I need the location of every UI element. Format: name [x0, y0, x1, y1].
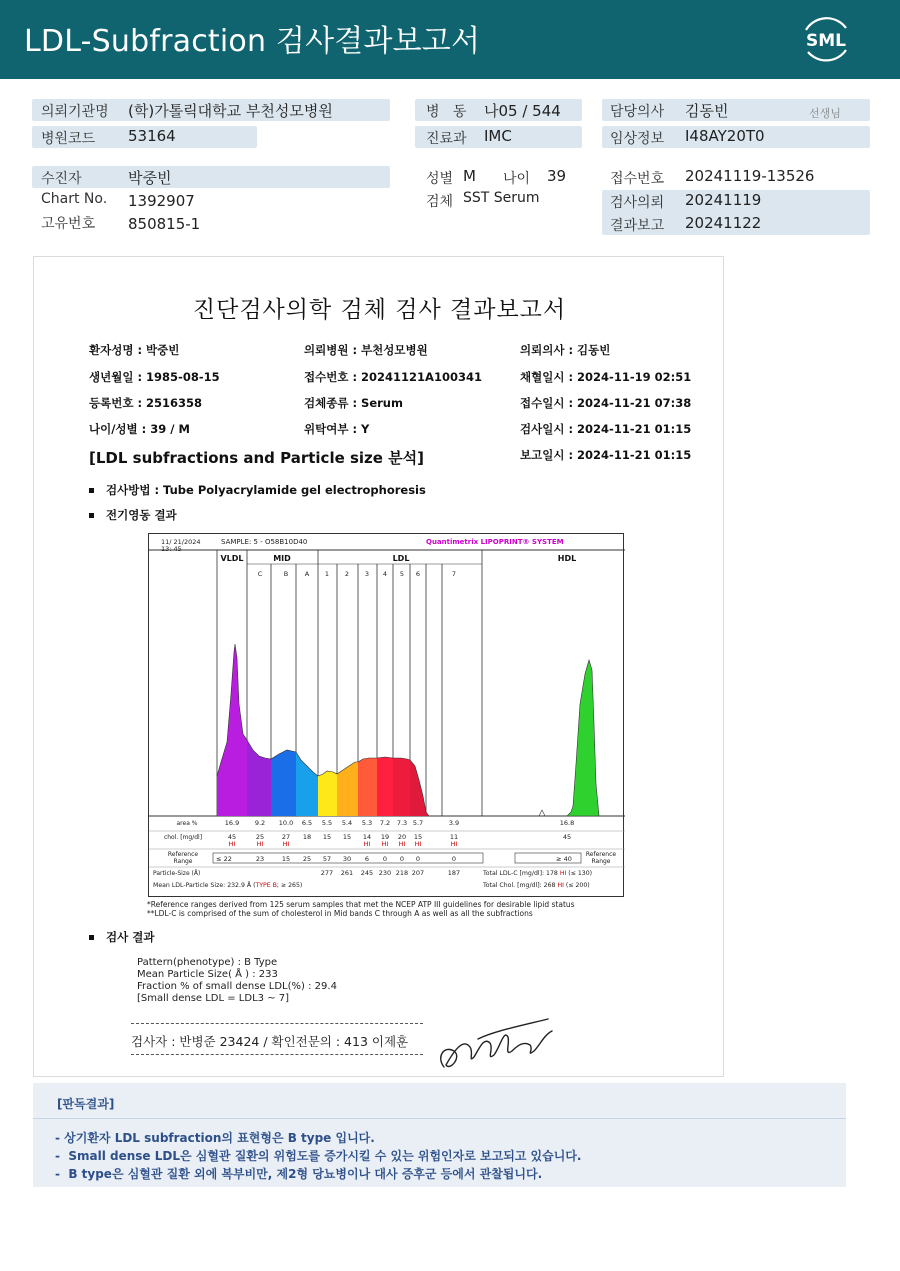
request-value: 20241119 — [685, 191, 762, 209]
report-electro — [89, 507, 177, 523]
ref-value: 57 — [322, 855, 332, 863]
ref-value: 6 — [364, 855, 370, 863]
total-ldl-ref: (≤ 130) — [568, 870, 593, 877]
area-value: 5.3 — [361, 819, 373, 827]
chol-value: 20 — [397, 833, 407, 841]
report-report-time: 보고일시 : 2024-11-21 01:15 — [520, 448, 692, 462]
bullet-icon — [89, 488, 94, 493]
band-fill-6 — [410, 760, 426, 816]
age-value: 39 — [547, 167, 567, 185]
size-value: 261 — [340, 869, 354, 877]
total-ldl — [482, 870, 592, 877]
hospital-code-label: 병원코드 — [41, 131, 96, 147]
area-value: 10.0 — [278, 819, 294, 827]
report-req-doctor: 의뢰의사 : 김동빈 — [520, 343, 611, 357]
doctor-value: 김동빈 — [685, 102, 729, 120]
chart-band-label: 4 — [382, 570, 388, 578]
total-chol-value: Total Chol. [mg/dl]: 268 — [483, 882, 558, 889]
result-fraction: Fraction % of small dense LDL(%) : 29.4 — [137, 981, 337, 992]
patient-value: 박중빈 — [128, 169, 172, 187]
ref-value: 25 — [302, 855, 312, 863]
report-test-time: 검사일시 : 2024-11-21 01:15 — [520, 422, 692, 436]
dept-value: IMC — [484, 127, 512, 145]
chol-value: 27 — [281, 833, 291, 841]
report-title: 진단검사의학 검체 검사 결과보고서 — [192, 297, 567, 323]
chart-band-label: 3 — [364, 570, 370, 578]
receipt-label: 접수번호 — [610, 171, 665, 187]
mean-size-text — [153, 880, 302, 889]
report-method-text: 검사방법 : Tube Polyacrylamide gel electrophoresis — [106, 483, 426, 497]
chart-band-label: 7 — [451, 570, 457, 578]
chart-band-label: C — [257, 570, 263, 578]
specimen-label: 검체 — [426, 194, 454, 210]
receipt-value: 20241119-13526 — [685, 167, 815, 185]
size-value: 207 — [411, 869, 425, 877]
total-ldl-flag: HI — [559, 870, 569, 877]
area-value: 6.5 — [301, 819, 313, 827]
chol-hi-flag: HI — [256, 840, 264, 848]
handwritten-signature-icon — [434, 1017, 554, 1075]
band-fill-HDL — [567, 660, 599, 816]
ref-value: 0 — [415, 855, 421, 863]
institution-value: (학)가톨릭대학교 부천성모병원 — [128, 102, 333, 120]
report-specimen-type: 검체종류 : Serum — [304, 396, 403, 410]
signature-divider-bottom — [131, 1054, 423, 1055]
chart-band-label: 5 — [399, 570, 405, 578]
band-fill-4 — [377, 757, 393, 816]
signature-text: 검사자 : 반병준 23424 / 확인전문의 : 413 이제훈 — [131, 1034, 409, 1049]
sex-label: 성별 — [426, 171, 454, 187]
page-header — [0, 0, 900, 79]
chol-hi-flag: HI — [363, 840, 371, 848]
area-value: 9.2 — [254, 819, 266, 827]
band-fill-B — [271, 750, 296, 816]
mean-size-value: Mean LDL-Particle Size: 232.9 Å ( — [153, 882, 256, 889]
band-fill-3 — [358, 758, 377, 816]
ward-value: 나05 / 544 — [484, 102, 561, 120]
ref-row-label: Reference — [167, 851, 199, 858]
footnote-reference: *Reference ranges derived from 125 serum samples that met the NCEP ATP III guidelines for desirable lipid status — [147, 900, 575, 909]
area-value: 7.3 — [396, 819, 408, 827]
size-value: 230 — [378, 869, 392, 877]
band-fill-C — [247, 740, 271, 816]
chol-value: 11 — [449, 833, 459, 841]
chart-brand: Quantimetrix LIPOPRINT® SYSTEM — [426, 538, 564, 546]
ref-value: 30 — [342, 855, 352, 863]
area-value: 5.7 — [412, 819, 424, 827]
report-patient-name: 환자성명 : 박중빈 — [89, 343, 180, 357]
institution-label: 의뢰기관명 — [41, 104, 109, 120]
unique-no-label: 고유번호 — [41, 216, 96, 232]
size-value: 187 — [447, 869, 461, 877]
footnote-ldl: **LDL-C is comprised of the sum of cholesterol in Mid bands C through A as well as all the subfractions — [147, 909, 533, 918]
band-fill-A — [296, 752, 318, 816]
chol-hi-flag: HI — [398, 840, 406, 848]
result-small-dense: [Small dense LDL = LDL3 ~ 7] — [137, 993, 290, 1004]
doctor-suffix: 선생님 — [809, 107, 841, 120]
chart-band-label: 1 — [324, 570, 330, 578]
area-value: 3.9 — [448, 819, 460, 827]
total-chol-ref: (≤ 200) — [565, 882, 590, 889]
total-ldl-value: Total LDL-C [mg/dl]: 178 — [483, 870, 560, 877]
result-mean-size: Mean Particle Size( Å ) : 233 — [137, 969, 278, 980]
chol-value: 14 — [362, 833, 372, 841]
bullet-icon — [89, 935, 94, 940]
logo-text: SML — [806, 31, 846, 51]
unique-no-value: 850815-1 — [128, 215, 201, 233]
chol-hi-flag: HI — [228, 840, 236, 848]
area-value: 5.5 — [321, 819, 333, 827]
chart-band-label: 2 — [344, 570, 350, 578]
total-chol — [482, 882, 590, 889]
ward-label: 병 동 — [426, 104, 467, 120]
sml-logo-icon — [798, 12, 854, 66]
findings-panel — [33, 1083, 846, 1187]
specimen-value: SST Serum — [463, 190, 540, 206]
report-reg-no: 등록번호 : 2516358 — [89, 396, 203, 410]
report-method — [89, 482, 426, 498]
patient-label: 수진자 — [41, 171, 82, 187]
chart-group-label: VLDL — [220, 554, 244, 563]
report-date-value: 20241122 — [685, 214, 762, 232]
area-value: 16.9 — [224, 819, 240, 827]
total-chol-flag: HI — [557, 882, 566, 889]
report-result-heading-text: 검사 결과 — [106, 930, 155, 944]
age-label: 나이 — [503, 171, 531, 187]
size-value: 218 — [395, 869, 409, 877]
chart-sample: SAMPLE: 5 - O58B10D40 — [221, 538, 308, 546]
report-date-label: 결과보고 — [610, 218, 665, 234]
area-value: 5.4 — [341, 819, 353, 827]
request-label: 검사의뢰 — [610, 195, 665, 211]
area-row-label: area % — [176, 820, 198, 827]
signature-divider-top — [131, 1023, 423, 1024]
chol-value: 25 — [255, 833, 265, 841]
chol-value: 45 — [227, 833, 237, 841]
finding-line-1: - 상기환자 LDL subfraction의 표현형은 B type 입니다. — [55, 1131, 375, 1145]
report-birth: 생년월일 : 1985-08-15 — [89, 370, 220, 384]
chart-no-value: 1392907 — [128, 192, 195, 210]
chart-time: 13: 45 — [161, 545, 182, 553]
report-consign: 위탁여부 : Y — [304, 422, 370, 436]
band-fill-1 — [318, 771, 337, 816]
sex-value: M — [463, 167, 476, 185]
finding-line-3: - B type은 심혈관 질환 외에 복부비만, 제2형 당뇨병이나 대사 증후군 등에서 관찰됩니다. — [55, 1167, 543, 1181]
ref-value: 0 — [451, 855, 457, 863]
report-result-heading — [89, 929, 154, 945]
chol-value: 45 — [562, 833, 572, 841]
findings-title: [판독결과] — [57, 1097, 115, 1111]
ref-value: 15 — [281, 855, 291, 863]
size-value: 277 — [320, 869, 334, 877]
chol-value: 19 — [380, 833, 390, 841]
report-collect-time: 채혈일시 : 2024-11-19 02:51 — [520, 370, 692, 384]
finding-line-2: - Small dense LDL은 심혈관 질환의 위험도를 증가시킬 수 있는 위험인자로 보고되고 있습니다. — [55, 1149, 582, 1163]
size-row-label: Particle-Size (Å) — [153, 870, 201, 877]
chol-hi-flag: HI — [282, 840, 290, 848]
chart-group-label: LDL — [392, 554, 410, 563]
area-value: 16.8 — [559, 819, 575, 827]
dept-label: 진료과 — [426, 131, 467, 147]
ref-row-label-hdl-2: Range — [591, 858, 611, 865]
page-title: LDL-Subfraction 검사결과보고서 — [24, 24, 481, 59]
findings-divider — [33, 1118, 846, 1119]
band-fill-2 — [337, 762, 358, 816]
report-req-hospital: 의뢰병원 : 부천성모병원 — [304, 343, 428, 357]
lab-report-document — [33, 256, 724, 1077]
area-value: 7.2 — [379, 819, 391, 827]
chol-hi-flag: HI — [450, 840, 458, 848]
chol-hi-flag: HI — [381, 840, 389, 848]
chart-group-label: MID — [273, 554, 291, 563]
report-receipt-time: 접수일시 : 2024-11-21 07:38 — [520, 396, 692, 410]
ref-row-label-2: Range — [173, 858, 193, 865]
clinical-value: I48AY20T0 — [685, 127, 765, 145]
ref-value: 23 — [255, 855, 265, 863]
chol-row-label: chol. [mg/dl] — [163, 834, 203, 841]
size-value: 245 — [360, 869, 374, 877]
clinical-label: 임상정보 — [610, 131, 665, 147]
chart-band-label: 6 — [415, 570, 421, 578]
ref-value: 0 — [399, 855, 405, 863]
type-value: TYPE B — [255, 882, 277, 889]
chart-no-label: Chart No. — [41, 191, 108, 207]
electrophoresis-chart-svg — [149, 534, 625, 898]
report-electro-text: 전기영동 결과 — [106, 508, 177, 522]
chol-value: 15 — [342, 833, 352, 841]
report-section-title: [LDL subfractions and Particle size 분석] — [89, 449, 425, 467]
band-fill-5 — [393, 758, 410, 816]
chol-value: 15 — [413, 833, 423, 841]
chol-value: 15 — [322, 833, 332, 841]
trace-bump — [539, 810, 545, 816]
hospital-code-value: 53164 — [128, 127, 176, 145]
chart-group-label: HDL — [557, 554, 577, 563]
mean-size-ref: ; ≥ 265) — [276, 882, 303, 889]
ref-value: ≤ 22 — [216, 855, 232, 863]
ref-value: ≥ 40 — [556, 855, 572, 863]
ref-row-label-hdl: Reference — [585, 851, 617, 858]
report-age-sex: 나이/성별 : 39 / M — [89, 422, 190, 436]
chart-band-label: A — [304, 570, 310, 578]
chart-band-label: B — [283, 570, 289, 578]
electrophoresis-chart — [148, 533, 624, 897]
bullet-icon — [89, 513, 94, 518]
patient-row — [32, 166, 390, 188]
result-pattern: Pattern(phenotype) : B Type — [137, 957, 278, 968]
report-receipt-no: 접수번호 : 20241121A100341 — [304, 370, 482, 384]
chol-hi-flag: HI — [414, 840, 422, 848]
ref-value: 0 — [382, 855, 388, 863]
chol-value: 18 — [302, 833, 312, 841]
chart-date: 11/ 21/2024 — [161, 538, 201, 546]
doctor-label: 담당의사 — [610, 104, 665, 120]
